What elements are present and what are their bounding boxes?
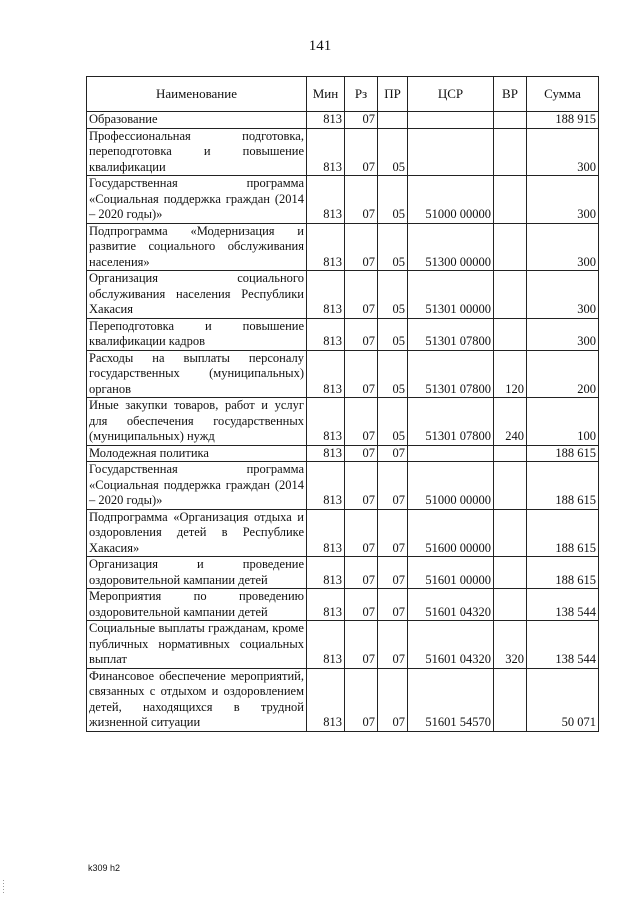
row-pr-cell: 07 — [378, 668, 408, 731]
row-pr-cell: 05 — [378, 128, 408, 176]
row-csr-cell: 51600 00000 — [408, 509, 494, 557]
row-vr-cell — [494, 462, 527, 510]
row-vr-cell — [494, 176, 527, 224]
header-rz: Рз — [345, 77, 378, 112]
row-name-cell: Социальные выплаты гражданам, кроме публичных нормативных социальных выплат — [87, 621, 307, 669]
row-name-cell: Переподготовка и повышение квалификации кадров — [87, 318, 307, 350]
row-sum-cell: 300 — [527, 318, 599, 350]
row-min-cell: 813 — [307, 621, 345, 669]
row-min-cell: 813 — [307, 462, 345, 510]
page-number: 141 — [308, 38, 332, 54]
row-name-cell: Профессиональная подготовка, переподготовка и повышение квалификации — [87, 128, 307, 176]
row-pr-cell: 05 — [378, 176, 408, 224]
row-rz-cell: 07 — [345, 445, 378, 462]
row-name-cell: Мероприятия по проведению оздоровительной кампании детей — [87, 589, 307, 621]
row-rz-cell: 07 — [345, 223, 378, 271]
row-rz-cell: 07 — [345, 128, 378, 176]
row-sum-cell: 188 615 — [527, 462, 599, 510]
row-sum-cell: 188 615 — [527, 557, 599, 589]
row-min-cell: 813 — [307, 445, 345, 462]
row-vr-cell — [494, 589, 527, 621]
row-csr-cell: 51601 04320 — [408, 589, 494, 621]
row-csr-cell: 51000 00000 — [408, 462, 494, 510]
row-name-cell: Образование — [87, 112, 307, 129]
row-sum-cell: 100 — [527, 398, 599, 446]
row-name-cell: Финансовое обеспечение мероприятий, связанных с отдыхом и оздоровлением детей, находящихся в трудной жизненной ситуации — [87, 668, 307, 731]
row-rz-cell: 07 — [345, 176, 378, 224]
table-row — [87, 112, 599, 129]
row-name-cell: Молодежная политика — [87, 445, 307, 462]
header-pr: ПР — [378, 77, 408, 112]
row-sum-cell: 300 — [527, 176, 599, 224]
row-sum-cell: 300 — [527, 223, 599, 271]
row-csr-cell: 51301 00000 — [408, 271, 494, 319]
row-csr-cell: 51601 54570 — [408, 668, 494, 731]
row-rz-cell: 07 — [345, 557, 378, 589]
table-body — [87, 112, 599, 732]
row-pr-cell: 07 — [378, 445, 408, 462]
row-min-cell: 813 — [307, 271, 345, 319]
row-rz-cell: 07 — [345, 462, 378, 510]
row-vr-cell — [494, 445, 527, 462]
table-row — [87, 668, 599, 731]
row-vr-cell — [494, 509, 527, 557]
table-row — [87, 176, 599, 224]
row-pr-cell: 05 — [378, 318, 408, 350]
row-vr-cell — [494, 668, 527, 731]
header-min: Мин — [307, 77, 345, 112]
row-pr-cell: 05 — [378, 271, 408, 319]
row-pr-cell: 05 — [378, 398, 408, 446]
row-vr-cell: 240 — [494, 398, 527, 446]
table-row — [87, 509, 599, 557]
table-row — [87, 589, 599, 621]
row-vr-cell — [494, 318, 527, 350]
row-rz-cell: 07 — [345, 112, 378, 129]
table-row — [87, 462, 599, 510]
row-name-cell: Государственная программа «Социальная поддержка граждан (2014 – 2020 годы)» — [87, 462, 307, 510]
row-min-cell: 813 — [307, 589, 345, 621]
row-pr-cell: 07 — [378, 462, 408, 510]
row-sum-cell: 138 544 — [527, 589, 599, 621]
table-header-row — [87, 77, 599, 112]
row-vr-cell — [494, 112, 527, 129]
row-rz-cell: 07 — [345, 318, 378, 350]
row-min-cell: 813 — [307, 318, 345, 350]
row-vr-cell — [494, 223, 527, 271]
row-name-cell: Организация социального обслуживания населения Республики Хакасия — [87, 271, 307, 319]
row-name-cell: Расходы на выплаты персоналу государственных (муниципальных) органов — [87, 350, 307, 398]
row-name-cell: Организация и проведение оздоровительной кампании детей — [87, 557, 307, 589]
table-row — [87, 271, 599, 319]
header-vr: ВР — [494, 77, 527, 112]
row-name-cell: Государственная программа «Социальная поддержка граждан (2014 – 2020 годы)» — [87, 176, 307, 224]
row-min-cell: 813 — [307, 223, 345, 271]
row-vr-cell — [494, 557, 527, 589]
row-vr-cell: 320 — [494, 621, 527, 669]
row-sum-cell: 138 544 — [527, 621, 599, 669]
row-rz-cell: 07 — [345, 668, 378, 731]
row-sum-cell: 300 — [527, 271, 599, 319]
budget-table — [86, 76, 599, 732]
row-sum-cell: 50 071 — [527, 668, 599, 731]
row-csr-cell: 51601 00000 — [408, 557, 494, 589]
row-csr-cell: 51301 07800 — [408, 398, 494, 446]
table-row — [87, 445, 599, 462]
header-name: Наименование — [87, 77, 307, 112]
row-pr-cell: 07 — [378, 621, 408, 669]
row-min-cell: 813 — [307, 112, 345, 129]
row-sum-cell: 188 615 — [527, 445, 599, 462]
row-sum-cell: 300 — [527, 128, 599, 176]
row-pr-cell: 07 — [378, 509, 408, 557]
row-sum-cell: 200 — [527, 350, 599, 398]
row-pr-cell — [378, 112, 408, 129]
row-vr-cell — [494, 271, 527, 319]
row-csr-cell — [408, 128, 494, 176]
table-row — [87, 128, 599, 176]
row-min-cell: 813 — [307, 350, 345, 398]
table-row — [87, 318, 599, 350]
row-min-cell: 813 — [307, 398, 345, 446]
row-rz-cell: 07 — [345, 398, 378, 446]
row-name-cell: Подпрограмма «Модернизация и развитие социального обслуживания населения» — [87, 223, 307, 271]
row-csr-cell: 51301 07800 — [408, 318, 494, 350]
table-row — [87, 398, 599, 446]
row-csr-cell — [408, 445, 494, 462]
row-rz-cell: 07 — [345, 621, 378, 669]
table-row — [87, 223, 599, 271]
row-vr-cell: 120 — [494, 350, 527, 398]
row-min-cell: 813 — [307, 668, 345, 731]
row-min-cell: 813 — [307, 176, 345, 224]
row-csr-cell: 51000 00000 — [408, 176, 494, 224]
row-rz-cell: 07 — [345, 271, 378, 319]
row-name-cell: Подпрограмма «Организация отдыха и оздоровления детей в Республике Хакасия» — [87, 509, 307, 557]
row-vr-cell — [494, 128, 527, 176]
table-row — [87, 557, 599, 589]
row-csr-cell: 51301 07800 — [408, 350, 494, 398]
row-min-cell: 813 — [307, 128, 345, 176]
row-rz-cell: 07 — [345, 509, 378, 557]
row-pr-cell: 05 — [378, 223, 408, 271]
row-csr-cell: 51300 00000 — [408, 223, 494, 271]
row-csr-cell: 51601 04320 — [408, 621, 494, 669]
row-pr-cell: 05 — [378, 350, 408, 398]
header-sum: Сумма — [527, 77, 599, 112]
row-sum-cell: 188 915 — [527, 112, 599, 129]
row-rz-cell: 07 — [345, 350, 378, 398]
scan-edge-mark — [3, 880, 4, 894]
footer-code: k309 h2 — [88, 863, 121, 873]
header-csr: ЦСР — [408, 77, 494, 112]
table-row — [87, 350, 599, 398]
row-rz-cell: 07 — [345, 589, 378, 621]
row-csr-cell — [408, 112, 494, 129]
row-pr-cell: 07 — [378, 589, 408, 621]
row-min-cell: 813 — [307, 557, 345, 589]
row-pr-cell: 07 — [378, 557, 408, 589]
table-row — [87, 621, 599, 669]
row-name-cell: Иные закупки товаров, работ и услуг для обеспечения государственных (муниципальных) нужд — [87, 398, 307, 446]
row-min-cell: 813 — [307, 509, 345, 557]
row-sum-cell: 188 615 — [527, 509, 599, 557]
